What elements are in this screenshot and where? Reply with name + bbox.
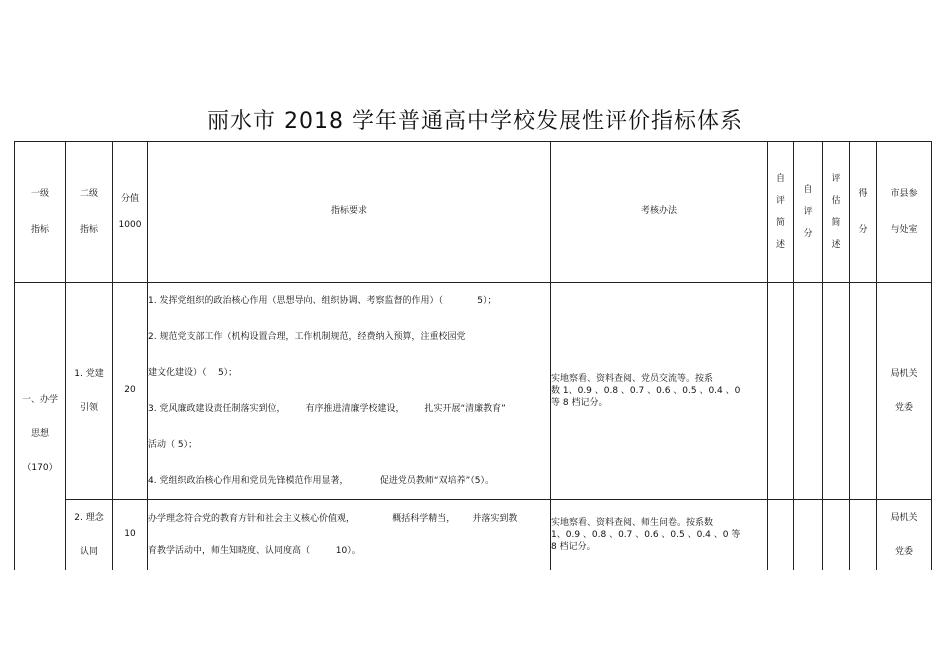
table-row (15, 283, 932, 500)
header-level1: 一级 指标 (15, 142, 66, 283)
evaluation-description-cell (823, 283, 850, 500)
score-cell: 20 (113, 283, 148, 500)
method-cell: 实地察看、资料查阅、党员交流等。按系 数 1、0.9 、0.8 、0.7 、0.6 、0.5 、0.4 、0 等 8 档记分。 (551, 283, 768, 500)
score-cell: 10 (113, 500, 148, 570)
header-final-score: 得 分 (850, 142, 877, 283)
header-score: 分值 1000 (113, 142, 148, 283)
requirements-cell: 1. 发挥党组织的政治核心作用（思想导向、组织协调、考察监督的作用）（ 5）； 2. 规范党支部工作（机构设置合理，工作机制规范，经费纳入预算，注重校园党 建文化建设）（ 5）； 3. 党风廉政建设责任制落实到位， 有序推进清廉学校建设， 扎实开展“清廉教育” 活动（ 5）； 4. 党组织政治核心作用和党员先锋模范作用显著， 促进党员教师“双培养”（5）。 (148, 283, 551, 500)
final-score-cell (850, 283, 877, 500)
level1-cell: 一、办学 思想 （170） (15, 283, 66, 570)
self-description-cell (768, 500, 794, 570)
evaluation-index-table (14, 141, 932, 570)
header-row (15, 142, 932, 283)
header-requirements: 指标要求 (148, 142, 551, 283)
self-score-cell (794, 283, 823, 500)
header-self-score: 自 评 分 (794, 142, 823, 283)
header-department: 市县参 与处室 (877, 142, 932, 283)
page-title: 丽水市 2018 学年普通高中学校发展性评价指标体系 (207, 109, 743, 134)
table-row (15, 500, 932, 570)
header-level2: 二级 指标 (66, 142, 113, 283)
evaluation-description-cell (823, 500, 850, 570)
department-cell: 局机关 党委 (877, 500, 932, 570)
header-method: 考核办法 (551, 142, 768, 283)
self-score-cell (794, 500, 823, 570)
department-cell: 局机关 党委 (877, 283, 932, 500)
self-description-cell (768, 283, 794, 500)
level2-cell: 2. 理念 认同 (66, 500, 113, 570)
final-score-cell (850, 500, 877, 570)
requirements-cell: 办学理念符合党的教育方针和社会主义核心价值观， 概括科学精当， 并落实到教 育教学活动中，师生知晓度、认同度高（ 10）。 (148, 500, 551, 570)
level2-cell: 1. 党建 引领 (66, 283, 113, 500)
header-self-description: 自 评 简 述 (768, 142, 794, 283)
header-evaluation-description: 评 估 简 述 (823, 142, 850, 283)
method-cell: 实地察看、资料查阅、师生问卷。按系数 1、0.9 、0.8 、0.7 、0.6 、0.5 、0.4 、0 等 8 档记分。 (551, 500, 768, 570)
